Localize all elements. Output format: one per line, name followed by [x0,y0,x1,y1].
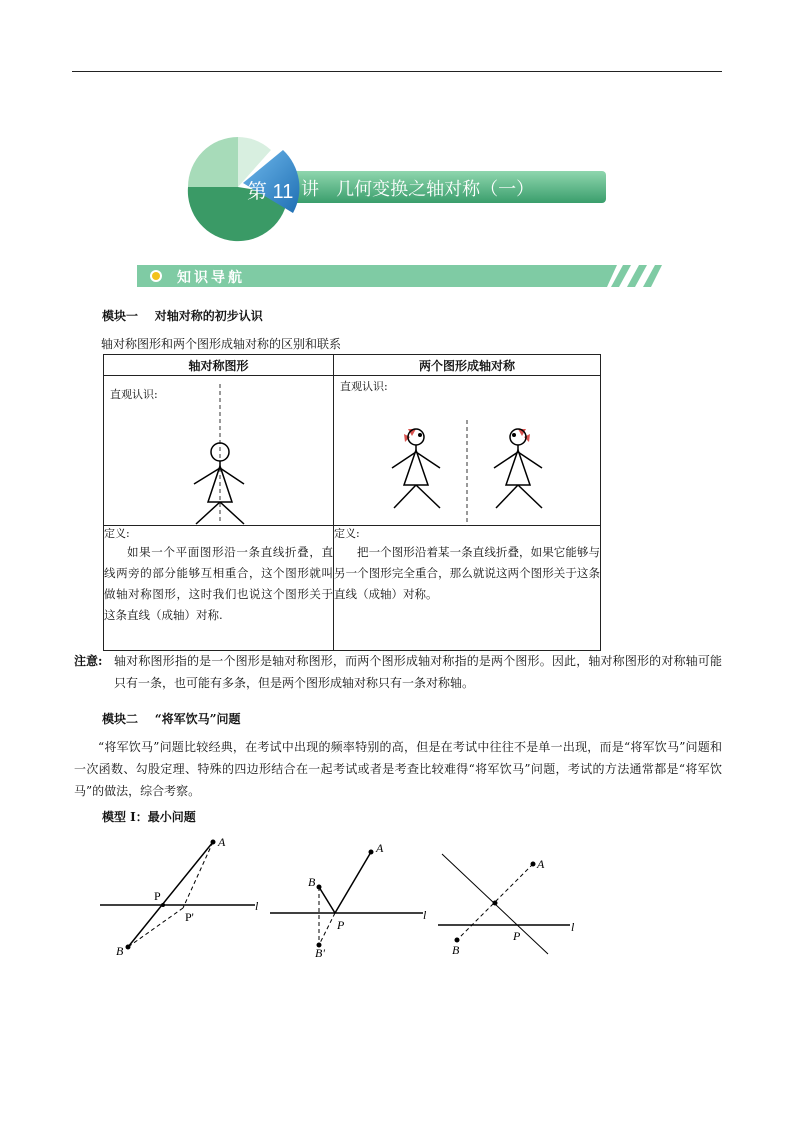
module1-heading: 模块一 对轴对称的初步认识 [102,309,263,323]
figure-3 [438,854,575,957]
fig1-label-P2: P' [185,910,194,924]
fig1-label-B: B [116,944,124,958]
cell-definition-right [334,526,601,651]
stick-figure-left [392,429,440,508]
fig3-label-A: A [537,857,545,871]
module2-heading: 模块二 “将军饮马”问题 [102,712,241,726]
fig2-label-B2: B' [315,946,325,960]
note-block [74,650,722,694]
figure-2 [270,841,427,960]
fig2-label-P: P [337,918,345,932]
cell-intuitive-right [334,376,601,526]
figure-1 [100,835,259,958]
def-label-left: 定义: [104,527,130,540]
stick-figure-symmetric [184,384,254,526]
module1-subheading: 轴对称图形和两个图形成轴对称的区别和联系 [101,337,342,351]
fig3-label-P: P [513,929,521,943]
title-banner [183,135,613,245]
stick-figure-right [494,429,542,508]
header-rule [72,71,722,72]
fig2-label-A: A [376,841,384,855]
model1-figures [95,832,595,964]
fig1-label-A: A [218,835,226,849]
fig1-label-P: P [154,889,161,903]
intuitive-label-left: 直观认识: [110,388,158,401]
module2-paragraph: “将军饮马”问题比较经典，在考试中出现的频率特别的高，但是在考试中往往不是单一出现，而是“将军饮马”问题和一次函数、勾股定理、特殊的四边形结合在一起考试或者是考查比较难得“将军饮马”问题，考试的方法通常都是“将军饮马”的做法，综合考察。 [74,740,722,798]
note-text: 轴对称图形指的是一个图形是轴对称图形，而两个图形成轴对称指的是两个图形。因此，轴对称图形的对称轴可能只有一条，也可能有多条，但是两个图形成轴对称只有一条对称轴。 [114,654,722,690]
def-text-right: 把一个图形沿着某一条直线折叠，如果它能够与另一个图形完全重合，那么就说这两个图形关于这条直线（成轴）对称。 [334,545,600,601]
fig3-label-B: B [452,943,460,957]
def-label-right: 定义: [334,527,360,540]
lecture-number: 第 11 [247,181,294,203]
note-label: 注意: [74,654,103,668]
knowledge-nav-bar [137,263,662,289]
nav-label: 知识导航 [177,270,245,286]
cell-intuitive-left [104,376,334,526]
fig2-label-l: l [423,908,427,922]
comparison-table [103,354,601,651]
fig1-label-l: l [255,899,259,913]
col-header-two-figures: 两个图形成轴对称 [334,355,601,376]
model1-heading: 模型 I：最小问题 [102,810,196,824]
fig3-label-l: l [571,920,575,934]
stick-figures-pair [384,392,554,526]
lecture-title: 讲 几何变换之轴对称（一） [301,179,535,200]
col-header-axis-figure: 轴对称图形 [104,355,334,376]
cell-definition-left [104,526,334,651]
def-text-left: 如果一个平面图形沿一条直线折叠，直线两旁的部分能够互相重合，这个图形就叫做轴对称图形，这时我们也说这个图形关于这条直线（成轴）对称. [104,545,333,622]
intuitive-label-right: 直观认识: [340,380,388,393]
fig2-label-B: B [308,875,316,889]
pie-slice-light [188,137,238,187]
